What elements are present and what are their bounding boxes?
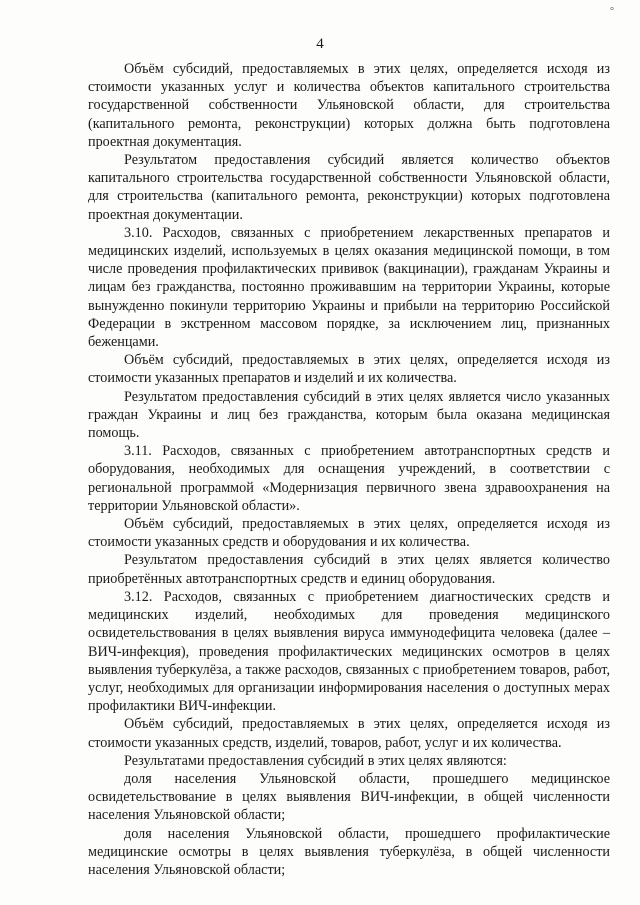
paragraph: Результатом предоставления субсидий является количество объектов капитального строительства государственной собственности Ульяновской области, для строительства (капитального ремонта, реконструкции) которых подготовлена проектная документации.: [88, 152, 610, 223]
paragraph: 3.12. Расходов, связанных с приобретением диагностических средств и медицинских изделий, необходимых для проведения медицинского освидетельствования в целях выявления вируса иммунодефицита человека (далее – ВИЧ-инфекция), проведения профилактических медицинских осмотров в целях выявления туберкулёза, а также расходов, связанных с приобретением товаров, работ, услуг, необходимых для организации информирования населения о доступных мерах профилактики ВИЧ-инфекции.: [88, 588, 610, 715]
corner-mark: °: [610, 6, 614, 17]
paragraph: Объём субсидий, предоставляемых в этих целях, определяется исходя из стоимости указанных средств, изделий, товаров, работ, услуг и их количества.: [88, 716, 610, 751]
paragraph: Объём субсидий, предоставляемых в этих целях, определяется исходя из стоимости указанных услуг и количества объектов капитального строительства государственной собственности Ульяновской области, для строительства (капитального ремонта, реконструкции) которых должна быть подготовлена проектная документация.: [88, 61, 610, 150]
document-body: [88, 60, 610, 879]
paragraph: Объём субсидий, предоставляемых в этих целях, определяется исходя из стоимости указанных средств и оборудования и их количества.: [88, 516, 610, 551]
paragraph: Результатами предоставления субсидий в этих целях являются:: [124, 752, 507, 769]
paragraph: Результатом предоставления субсидий в этих целях является количество приобретённых автотранспортных средств и единиц оборудования.: [88, 552, 610, 587]
paragraph: доля населения Ульяновской области, прошедшего медицинское освидетельствование в целях выявления ВИЧ-инфекции, в общей численности населения Ульяновской области;: [88, 770, 610, 824]
paragraph: 3.11. Расходов, связанных с приобретением автотранспортных средств и оборудования, необходимых для оснащения учреждений, в соответствии с региональной программой «Модернизация первичного звена здравоохранения на территории Ульяновской области».: [88, 443, 610, 514]
paragraph: Результатом предоставления субсидий в этих целях является число указанных граждан Украины и лиц без гражданства, которым была оказана медицинская помощь.: [88, 388, 610, 442]
page-number: 4: [316, 36, 324, 52]
paragraph: Объём субсидий, предоставляемых в этих целях, определяется исходя из стоимости указанных препаратов и изделий и их количества.: [88, 352, 610, 387]
paragraph: 3.10. Расходов, связанных с приобретением лекарственных препаратов и медицинских изделий, используемых в целях оказания медицинской помощи, в том числе проведения профилактических прививок (вакцинации), гражданам Украины и лицам без гражданства, постоянно проживавшим на территории Украины, которые вынужденно покинули территорию Украины и прибыли на территорию Российской Федерации в экстренном массовом порядке, за исключением лиц, признанных беженцами.: [88, 224, 610, 351]
paragraph: доля населения Ульяновской области, прошедшего профилактические медицинские осмотры в целях выявления туберкулёза, в общей численности населения Ульяновской области;: [88, 825, 610, 878]
